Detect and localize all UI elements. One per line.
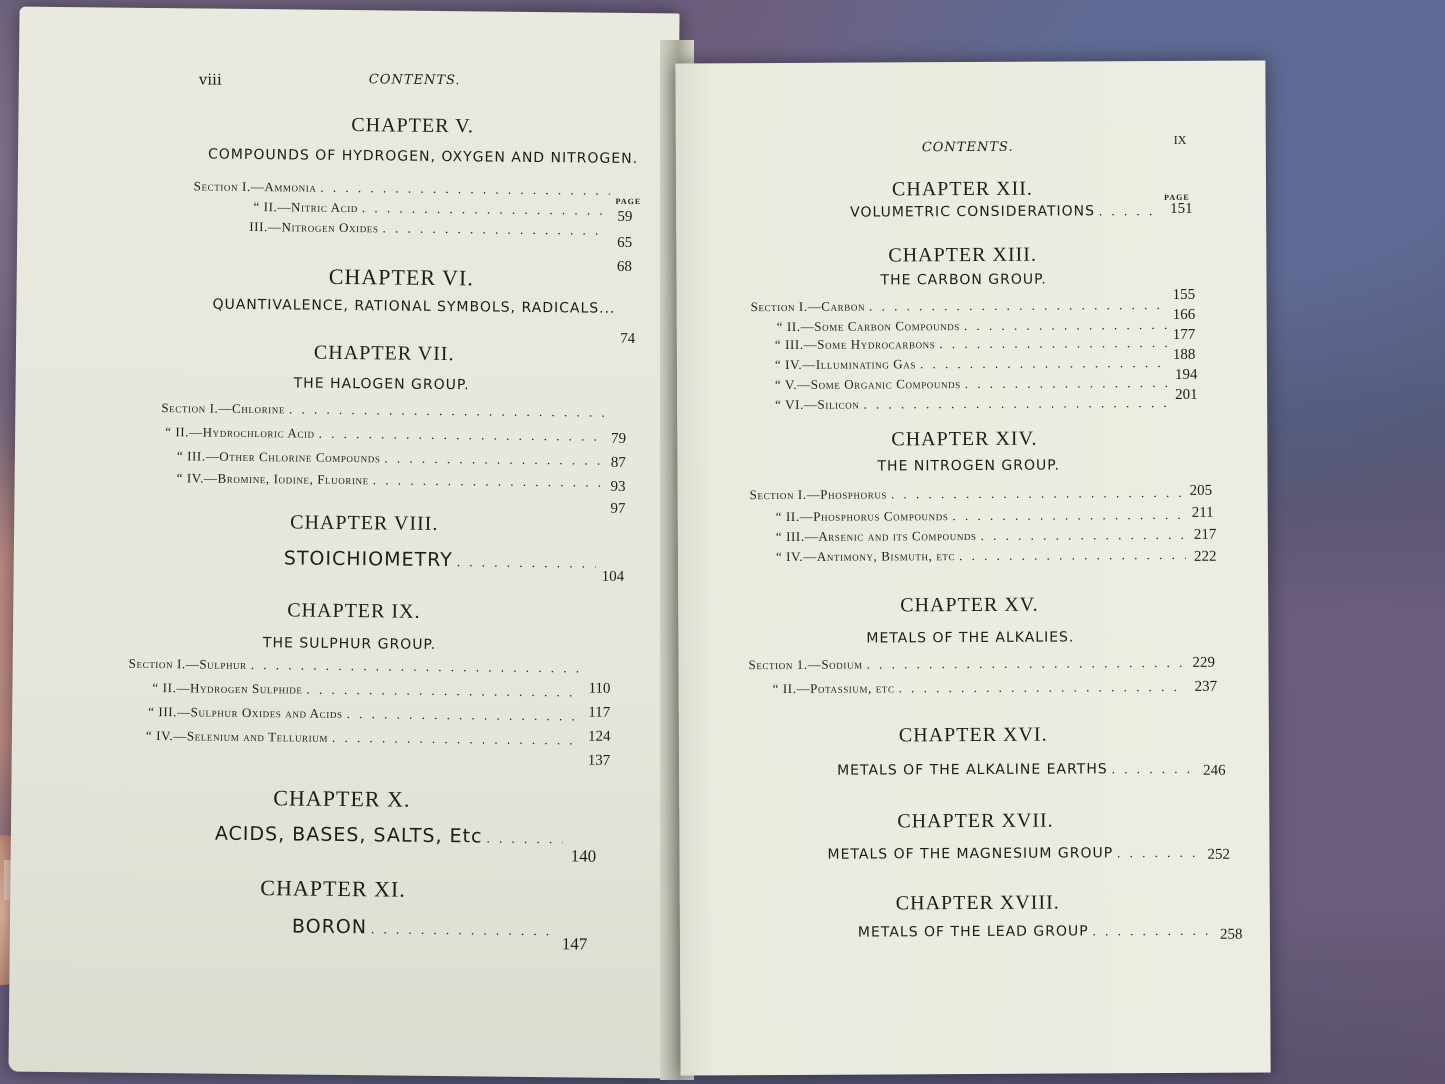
leader-dots <box>1099 203 1162 219</box>
leader-dots <box>347 706 581 724</box>
page-number: 222 <box>1193 548 1217 565</box>
page-number: 87 <box>610 454 626 471</box>
toc-entry: “ II.—Hydrochloric Acid . . . <box>165 424 605 445</box>
toc-entry: “ IV.—Selenium and Tellurium . . . <box>146 728 584 749</box>
leader-dots <box>964 317 1167 334</box>
chapter-8-heading: CHAPTER VIII. <box>290 511 439 535</box>
toc-entry: “ V.—Some Organic Compounds . . . <box>775 375 1173 393</box>
leader-dots <box>1093 923 1210 940</box>
page-number: 68 <box>616 258 632 275</box>
running-head-left: CONTENTS. <box>368 72 461 89</box>
chapter-7-heading: CHAPTER VII. <box>313 341 455 366</box>
leader-dots <box>373 472 603 490</box>
chapter-13-title: THE CARBON GROUP. <box>880 271 1047 289</box>
toc-entry: Section I.—Carbon . . . <box>751 297 1171 315</box>
page-number: 79 <box>611 430 627 447</box>
leader-dots <box>320 180 609 199</box>
leader-dots <box>1117 845 1201 861</box>
page-number: 188 <box>1172 346 1196 363</box>
leader-dots <box>959 547 1186 564</box>
leader-dots <box>899 679 1187 697</box>
running-head-right: CONTENTS. <box>921 139 1014 156</box>
page-number: 74 <box>620 330 636 348</box>
page-label-left: PAGE <box>615 196 642 207</box>
chapter-5-heading: CHAPTER V. <box>351 114 475 138</box>
leader-dots <box>371 921 554 939</box>
toc-entry: “ III.—Some Hydrocarbons . . . <box>775 335 1171 353</box>
page-number: 117 <box>588 704 611 721</box>
toc-entry: “ III.—Sulphur Oxides and Acids . . . <box>148 704 584 725</box>
page-label-right: PAGE <box>1164 192 1190 202</box>
leader-dots <box>965 375 1169 392</box>
chapter-14-heading: CHAPTER XIV. <box>891 427 1038 451</box>
page-number: 137 <box>587 752 611 769</box>
page-number: 177 <box>1172 326 1196 343</box>
leader-dots <box>939 335 1167 352</box>
toc-entry: “ II.—Hydrogen Sulphide . . . <box>152 680 584 701</box>
toc-entry: Section 1.—Sodium . . . <box>748 655 1188 673</box>
folio-right: IX <box>1173 132 1187 147</box>
toc-entry: ACIDS, BASES, SALTS, Etc . . . <box>215 823 567 849</box>
toc-entry: METALS OF THE LEAD GROUP . . . <box>858 923 1214 941</box>
page-number: 93 <box>610 478 626 495</box>
page-number: 217 <box>1193 526 1217 543</box>
page-number: 151 <box>1170 200 1193 217</box>
leader-dots <box>891 485 1182 503</box>
page-number: 194 <box>1174 366 1198 383</box>
leader-dots <box>384 450 601 468</box>
page-number: 155 <box>1172 286 1196 303</box>
toc-entry: VOLUMETRIC CONSIDERATIONS . . . <box>850 203 1166 221</box>
chapter-18-heading: CHAPTER XVIII. <box>895 891 1060 915</box>
toc-entry: METALS OF THE MAGNESIUM GROUP . . . <box>827 845 1205 863</box>
page-number: 124 <box>587 728 611 745</box>
toc-entry: BORON . . . <box>292 915 558 940</box>
page-number: 211 <box>1191 504 1214 521</box>
chapter-16-heading: CHAPTER XVI. <box>898 723 1048 747</box>
toc-entry: Section I.—Phosphorus . . . <box>750 485 1186 503</box>
leader-dots <box>332 730 580 749</box>
leader-dots <box>362 200 608 219</box>
toc-entry: “ IV.—Bromine, Iodine, Fluorine . . . <box>177 470 607 491</box>
folio-left: viii <box>198 70 222 89</box>
toc-entry: “ III.—Arsenic and its Compounds . . . <box>776 527 1190 545</box>
toc-entry: “ III.—Other Chlorine Compounds . . . <box>177 448 605 468</box>
page-number: 140 <box>570 846 597 866</box>
page-number: 237 <box>1194 678 1218 695</box>
page-number: 258 <box>1219 926 1243 943</box>
leader-dots <box>319 426 602 445</box>
left-page <box>8 7 679 1079</box>
toc-entry: “ II.—Some Carbon Compounds . . . <box>777 317 1171 335</box>
toc-entry: Section I.—Chlorine . . . <box>161 400 609 421</box>
leader-dots <box>981 527 1186 544</box>
chapter-7-title: THE HALOGEN GROUP. <box>293 375 470 394</box>
toc-entry: METALS OF THE ALKALINE EARTHS . . . <box>837 761 1199 779</box>
page-number: 65 <box>617 234 633 252</box>
chapter-13-heading: CHAPTER XIII. <box>888 243 1037 267</box>
toc-entry: III.—Nitrogen Oxides . . . <box>249 219 611 239</box>
leader-dots <box>1112 761 1195 777</box>
toc-entry: Section I.—Ammonia . . . <box>194 178 614 198</box>
toc-entry: “ II.—Phosphorus Compounds . . . <box>776 507 1188 525</box>
leader-dots <box>457 554 596 571</box>
leader-dots <box>306 682 580 701</box>
chapter-5-title: COMPOUNDS OF HYDROGEN, OXYGEN AND NITROGEN. <box>207 146 639 168</box>
page-number: 205 <box>1189 482 1213 499</box>
toc-entry: “ IV.—Antimony, Bismuth, etc . . . <box>776 547 1190 565</box>
chapter-15-title: METALS OF THE ALKALIES. <box>866 629 1075 647</box>
page-number: 246 <box>1203 762 1226 779</box>
chapter-11-heading: CHAPTER XI. <box>260 875 406 902</box>
chapter-14-title: THE NITROGEN GROUP. <box>877 457 1060 475</box>
leader-dots <box>920 355 1167 372</box>
toc-entry: STOICHIOMETRY . . . <box>284 547 600 572</box>
page-number: 166 <box>1172 306 1196 323</box>
toc-entry: “ II.—Nitric Acid . . . <box>253 199 611 219</box>
page-number: 252 <box>1207 846 1231 863</box>
toc-entry: “ II.—Potassium, etc . . . <box>773 679 1191 697</box>
page-number: 110 <box>588 680 611 697</box>
chapter-17-heading: CHAPTER XVII. <box>897 809 1054 833</box>
page-number: 97 <box>610 500 626 517</box>
chapter-10-heading: CHAPTER X. <box>273 785 411 812</box>
leader-dots <box>867 655 1185 673</box>
right-page <box>675 60 1270 1075</box>
chapter-6-heading: CHAPTER VI. <box>328 263 474 291</box>
toc-entry: Section I.—Sulphur . . . <box>129 656 585 677</box>
page-number: 147 <box>561 934 588 954</box>
leader-dots <box>382 220 607 238</box>
chapter-9-heading: CHAPTER IX. <box>287 599 421 623</box>
chapter-9-title: THE SULPHUR GROUP. <box>262 635 437 653</box>
page-number: 229 <box>1192 654 1216 671</box>
toc-entry: “ IV.—Illuminating Gas . . . <box>775 355 1171 373</box>
toc-entry: “ VI.—Silicon . . . <box>775 395 1173 413</box>
page-number: 201 <box>1175 386 1198 403</box>
leader-dots <box>869 297 1167 315</box>
chapter-6-title: QUANTIVALENCE, RATIONAL SYMBOLS, RADICALS... <box>212 296 616 317</box>
leader-dots <box>251 657 581 676</box>
page-number: 104 <box>601 568 625 585</box>
page-number: 59 <box>617 208 633 226</box>
leader-dots <box>289 401 606 420</box>
chapter-12-heading: CHAPTER XII. <box>891 177 1033 201</box>
leader-dots <box>486 831 563 848</box>
chapter-15-heading: CHAPTER XV. <box>900 593 1039 617</box>
leader-dots <box>952 507 1183 524</box>
leader-dots <box>863 395 1169 413</box>
